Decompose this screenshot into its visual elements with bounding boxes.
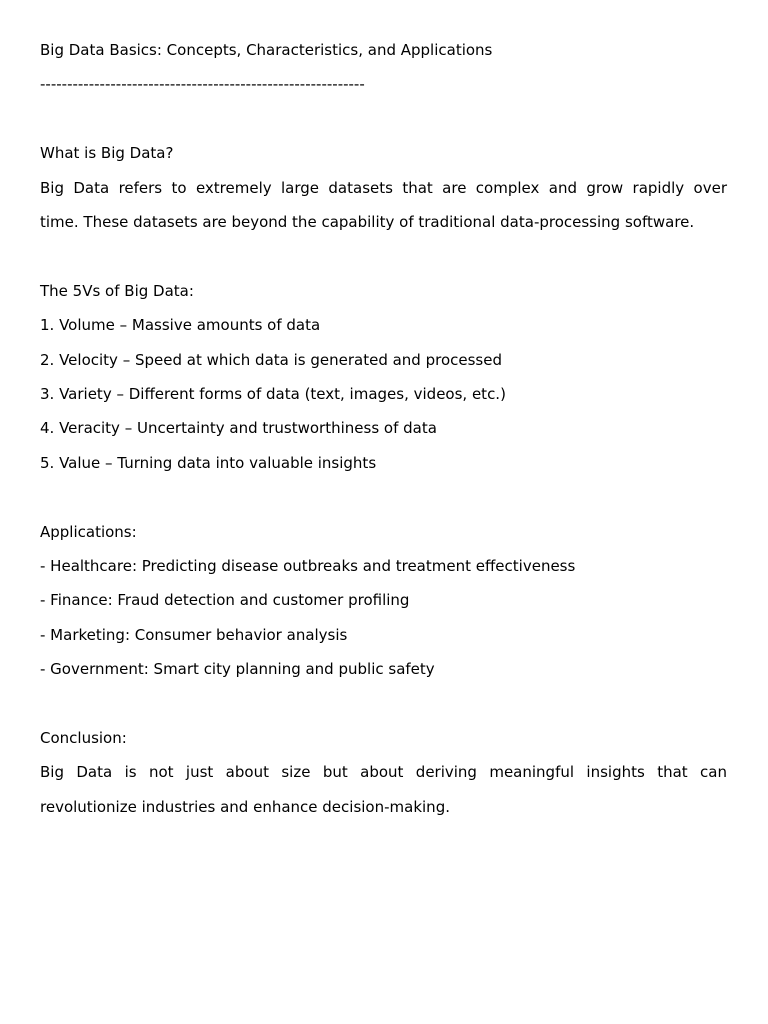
applications-item: - Healthcare: Predicting disease outbreaks and treatment effectiveness <box>40 557 576 576</box>
five-vs-item: 5. Value – Turning data into valuable insights <box>40 453 377 472</box>
conclusion-paragraph-line-2: revolutionize industries and enhance decision-making. <box>40 797 450 816</box>
what-is-paragraph-line-1: Big Data refers to extremely large datasets that are complex and grow rapidly over <box>40 178 727 197</box>
title-separator: ------------------------------------------------------------ <box>40 75 365 94</box>
blank-line <box>40 687 727 721</box>
what-is-heading: What is Big Data? <box>40 144 174 163</box>
blank-line <box>40 480 727 514</box>
five-vs-item: 4. Veracity – Uncertainty and trustworthiness of data <box>40 419 437 438</box>
applications-item: - Marketing: Consumer behavior analysis <box>40 625 348 644</box>
applications-heading: Applications: <box>40 522 137 541</box>
blank-line <box>40 239 727 273</box>
five-vs-item: 2. Velocity – Speed at which data is generated and processed <box>40 350 502 369</box>
blank-line <box>40 102 727 136</box>
conclusion-paragraph-line-1: Big Data is not just about size but about deriving meaningful insights that can <box>40 763 727 782</box>
applications-item: - Finance: Fraud detection and customer profiling <box>40 591 410 610</box>
document-title: Big Data Basics: Concepts, Characteristics, and Applications <box>40 41 493 59</box>
document-page <box>40 33 727 824</box>
conclusion-heading: Conclusion: <box>40 729 127 748</box>
what-is-paragraph-line-2: time. These datasets are beyond the capability of traditional data-processing software. <box>40 213 695 232</box>
five-vs-item: 3. Variety – Different forms of data (text, images, videos, etc.) <box>40 385 506 404</box>
five-vs-heading: The 5Vs of Big Data: <box>40 281 194 300</box>
five-vs-item: 1. Volume – Massive amounts of data <box>40 316 321 335</box>
applications-item: - Government: Smart city planning and public safety <box>40 660 435 679</box>
